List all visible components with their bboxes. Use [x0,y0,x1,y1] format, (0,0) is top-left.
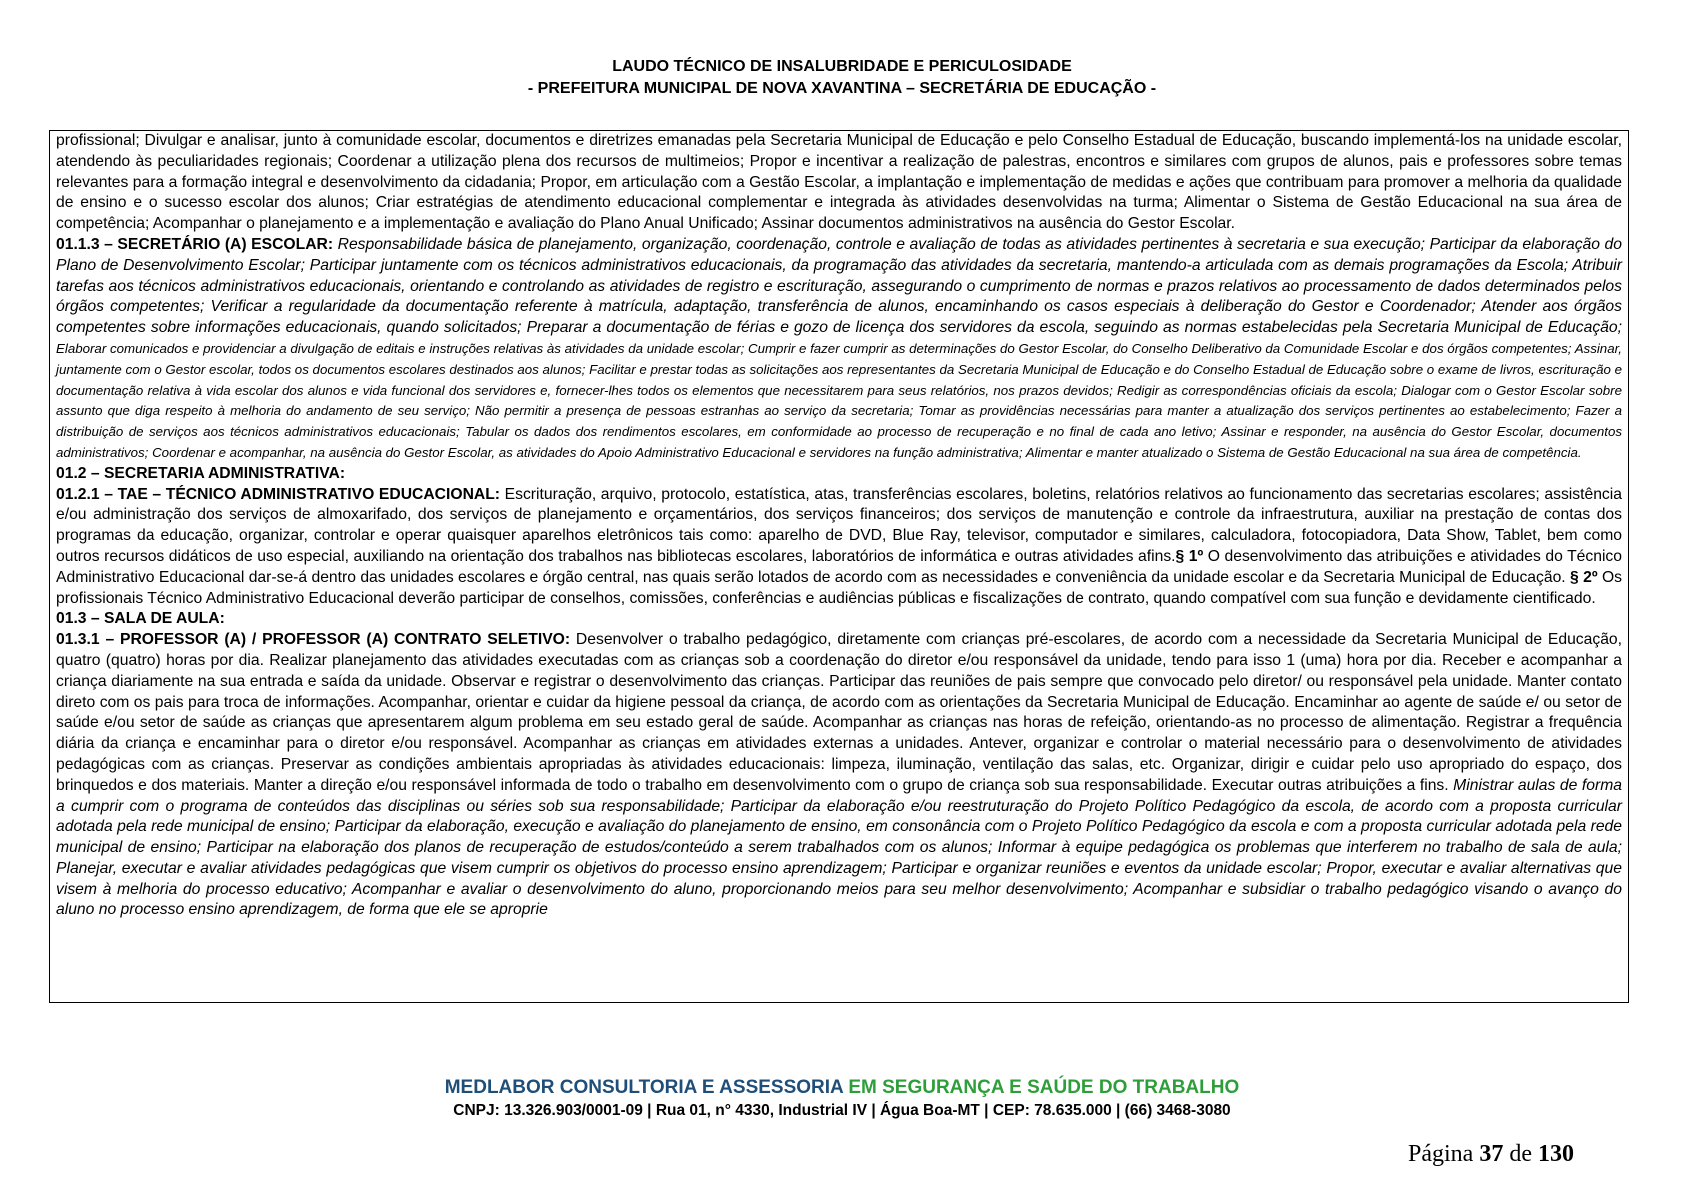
page-current: 37 [1479,1141,1504,1167]
content-box [49,130,1629,1003]
section-text: Os profissionais Técnico Administrativo Educacional deverão participar de conselhos, comissões, conferências e audiências públicas e fiscalizações de contrato, quando compatível com sua função e devidamente cientificado. [56,568,1622,607]
intro-paragraph: profissional; Divulgar e analisar, junto à comunidade escolar, documentos e diretrizes emanadas pela Secretaria Municipal de Educação e pelo Conselho Estadual de Educação, buscando implementá-los na unidade escolar, atendendo às peculiaridades regionais; Coordenar a utilização plena dos recursos de multimeios; Propor e incentivar a realização de palestras, encontros e similares com grupos de alunos, pais e professores sobre temas relevantes para a formação integral e desenvolvimento da cidadania; Propor, em articulação com a Gestão Escolar, a implantação e implementação de medidas e ações que contribuam para promover a melhoria da qualidade de ensino e o sucesso escolar dos alunos; Criar estratégias de atendimento educacional complementar e integrada às atividades desenvolvidas na turma; Alimentar o Sistema de Gestão Educacional na sua área de competência; Acompanhar o planejamento e a implementação e avaliação do Plano Anual Unificado; Assinar documentos administrativos na ausência do Gestor Escolar. [56,132,1622,233]
company-name-green: EM SEGURANÇA E SAÚDE DO TRABALHO [843,1077,1240,1098]
document-header [0,56,1684,100]
page-label: Página [1408,1141,1480,1167]
page-number [1408,1140,1574,1168]
document-footer [0,1076,1684,1122]
section-title: 01.2.1 – TAE – TÉCNICO ADMINISTRATIVO EDUCACIONAL: [56,485,501,503]
section-professor [56,630,1622,921]
page-of: de [1503,1141,1538,1167]
section-tae [56,485,1622,610]
section-sala-de-aula-title: 01.3 – SALA DE AULA: [56,610,225,628]
section-text-italic: Ministrar aulas de forma a cumprir com o programa de conteúdos das disciplinas ou séries sob sua responsabilidade; Participar da elaboração e/ou reestruturação do Projeto Político Pedagógico da escola, de acordo com a proposta curricular adotada pela rede municipal de ensino; Participar da elaboração, execução e avaliação do planejamento de ensino, em consonância com o Projeto Político Pedagógico da escola e com a proposta curricular adotada pela rede municipal de ensino; Participar na elaboração dos planos de recuperação de estudos/conteúdo a serem trabalhados com os alunos; Informar à equipe pedagógica os problemas que interferem no trabalho de sala de aula; Planejar, executar e avaliar atividades pedagógicas que visem cumprir os objetivos do processo ensino aprendizagem; Participar e organizar reuniões e eventos da unidade escolar; Propor, executar e avaliar alternativas que visem à melhoria do processo educativo; Acompanhar e avaliar o desenvolvimento do aluno, proporcionando meios para seu melhor desenvolvimento; Acompanhar e subsidiar o trabalho pedagógico visando o avanço do aluno no processo ensino aprendizagem, de forma que ele se aproprie [56,776,1622,919]
paragraph-mark: § 2º [1565,568,1598,586]
section-text: Desenvolver o trabalho pedagógico, diretamente com crianças pré-escolares, de acordo com a necessidade da Secretaria Municipal de Educação, quatro (quatro) horas por dia. Realizar planejamento das atividades executadas com as crianças sob a coordenação do diretor e/ou responsável da unidade, tendo para isso 1 (uma) hora por dia. Receber e acompanhar a criança diariamente na sua entrada e saída da unidade. Observar e registrar o desenvolvimento das crianças. Participar das reuniões de pais sempre que convocado pelo diretor/ ou responsável pela unidade. Manter contato direto com os pais para troca de informações. Acompanhar, orientar e cuidar da higiene pessoal da criança, de acordo com as orientações da Secretaria Municipal de Educação. Encaminhar ao agente de saúde e/ ou setor de saúde e/ou setor de saúde as crianças que apresentarem algum problema em seu estado geral de saúde. Acompanhar as crianças nas horas de refeição, orientando-as no processo de alimentação. Registrar a frequência diária da criança e encaminhar para o diretor e/ou responsável. Acompanhar as crianças em atividades externas a unidades. Antever, organizar e controlar o material necessário para o desenvolvimento de atividades pedagógicas com as crianças. Preservar as condições ambientais apropriadas às atividades educacionais: limpeza, iluminação, ventilação das salas, etc. Organizar, dirigir e cuidar pelo uso apropriado do espaço, dos brinquedos e dos materiais. Manter a direção e/ou responsável informada de todo o trabalho em desenvolvimento com o grupo de criança sob sua responsabilidade. Executar outras atribuições a fins. [56,631,1623,794]
header-title: LAUDO TÉCNICO DE INSALUBRIDADE E PERICULOSIDADE [612,58,1072,75]
paragraph-mark: § 1º [1175,547,1204,565]
header-subtitle: - PREFEITURA MUNICIPAL DE NOVA XAVANTINA – SECRETÁRIA DE EDUCAÇÃO - [527,80,1157,97]
section-text: Responsabilidade básica de planejamento, organização, coordenação, controle e avaliação de todas as atividades pertinentes à secretaria e sua execução; Participar da elaboração do Plano de Desenvolvimento Escolar; Participar juntamente com os técnicos administrativos educacionais, da programação das atividades da secretaria, mantendo-a articulada com as demais programações da Escola; Atribuir tarefas aos técnicos administrativos educacionais, orientando e controlando as atividades de registro e escrituração, assegurando o cumprimento de normas e prazos relativos ao processamento de dados determinados pelos órgãos competentes; Verificar a regularidade da documentação referente à matrícula, adaptação, transferência de alunos, encaminhando os casos especiais à deliberação do Gestor e Coordenador; Atender aos órgãos competentes sobre informações educacionais, quando solicitados; Preparar a documentação de férias e gozo de licença dos servidores da escola, seguindo as normas estabelecidas pela Secretaria Municipal de Educação; [56,235,1622,337]
section-secretario-escolar [56,235,1622,464]
section-secretaria-administrativa-title: 01.2 – SECRETARIA ADMINISTRATIVA: [56,464,346,482]
section-title: 01.3.1 – PROFESSOR (A) / PROFESSOR (A) CONTRATO SELETIVO: [56,631,571,649]
section-text: O desenvolvimento das atribuições e atividades do Técnico Administrativo Educacional dar-se-á dentro das unidades escolares e órgão central, nas quais serão lotados de acordo com as necessidades e conveniência da unidade escolar e da Secretaria Municipal de Educação. [56,547,1622,586]
section-title: 01.1.3 – SECRETÁRIO (A) ESCOLAR: [56,235,334,253]
company-name [0,1076,1684,1100]
company-address: CNPJ: 13.326.903/0001-09 | Rua 01, n° 4330, Industrial IV | Água Boa-MT | CEP: 78.635.000 | (66) 3468-3080 [453,1102,1231,1119]
section-text: Escrituração, arquivo, protocolo, estatística, atas, transferências escolares, boletins, relatórios relativos ao funcionamento das secretarias escolares; assistência e/ou administração dos serviços de almoxarifado, dos serviços de planejamento e orçamentários, dos serviços financeiros; dos serviços de manutenção e controle da infraestrutura, auxiliar na prestação de contas dos programas da educação, organizar, controlar e operar quaisquer aparelhos eletrônicos tais como: aparelho de DVD, Blue Ray, televisor, computador e similares, calculadora, fotocopiadora, Data Show, Tablet, bem como outros recursos didáticos de uso especial, auxiliando na orientação dos trabalhos nas bibliotecas escolares, laboratórios de informática e outras atividades afins. [56,485,1622,565]
section-text-small: Elaborar comunicados e providenciar a divulgação de editais e instruções relativas às atividades da unidade escolar; Cumprir e fazer cumprir as determinações do Gestor Escolar, do Conselho Deliberativo da Comunidade Escolar e dos órgãos competentes; Assinar, juntamente com o Gestor escolar, todos os documentos escolares destinados aos alunos; Facilitar e prestar todas as solicitações aos representantes da Secretaria Municipal de Educação e do Conselho Estadual de Educação sobre o exame de livros, escrituração e documentação relativa à vida escolar dos alunos e vida funcional dos servidores e, fornecer-lhes todos os elementos que necessitarem para seus relatórios, nos prazos devidos; Redigir as correspondências oficiais da escola; Dialogar com o Gestor Escolar sobre assunto que diga respeito à melhoria do andamento de seu serviço; Não permitir a presença de pessoas estranhas ao serviço da secretaria; Tomar as providências necessárias para manter a atualização dos serviços pertinentes ao estabelecimento; Fazer a distribuição de serviços aos técnicos administrativos educacionais; Tabular os dados dos rendimentos escolares, em conformidade ao processo de recuperação e no final de cada ano letivo; Assinar e responder, na ausência do Gestor Escolar, documentos administrativos; Coordenar e acompanhar, na ausência do Gestor Escolar, as atividades do Apoio Administrativo Educacional e servidores na função administrativa; Alimentar e manter atualizado o Sistema de Gestão Educacional na sua área de competência. [56,340,1622,460]
page-total: 130 [1537,1141,1574,1167]
company-name-blue: MEDLABOR CONSULTORIA E ASSESSORIA [444,1077,844,1098]
